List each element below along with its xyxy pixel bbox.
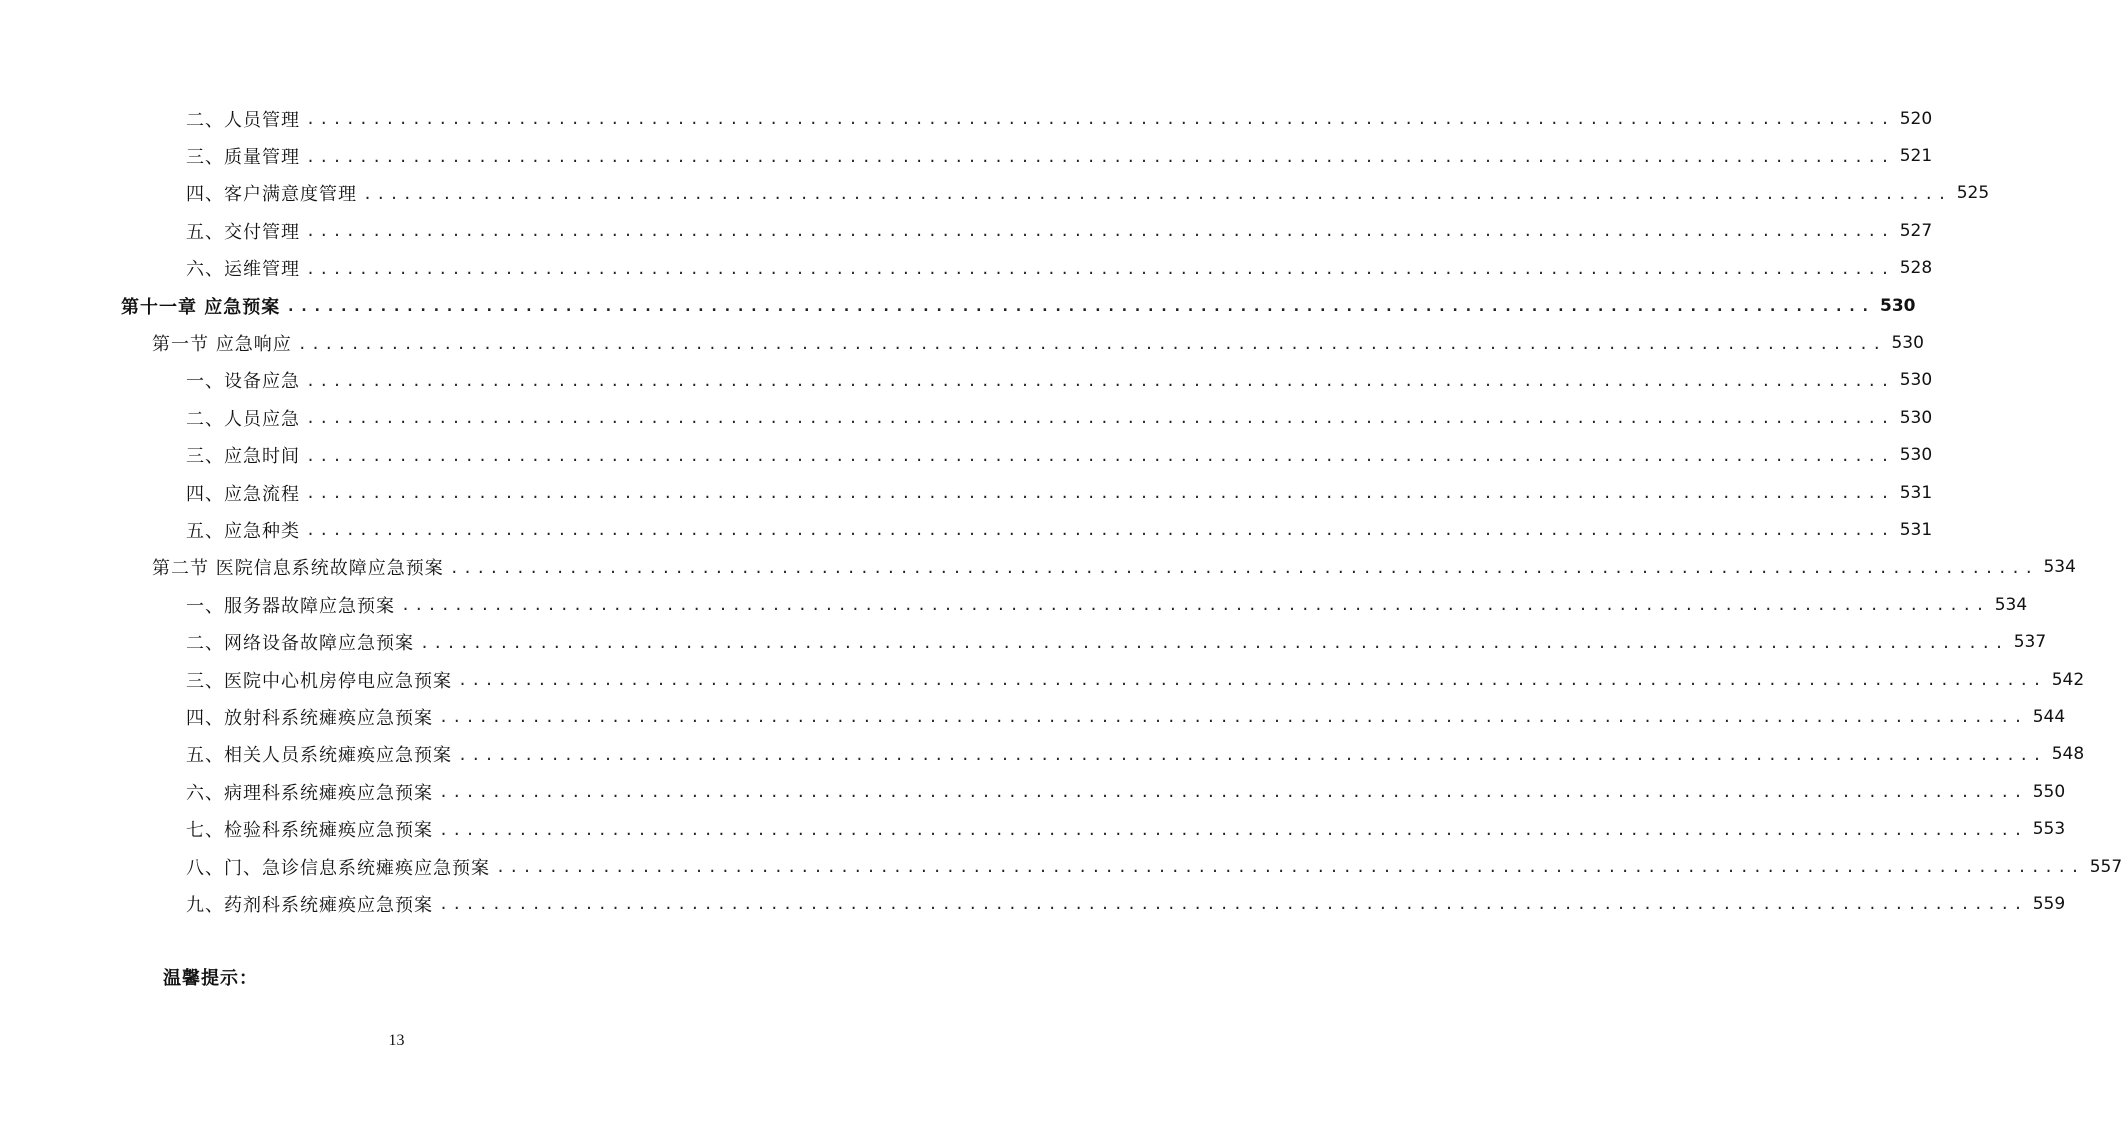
toc-dot-leader: ........................................................................................................................ [306, 521, 1894, 540]
toc-entry-title: 九、药剂科系统瘫痪应急预案 [186, 894, 433, 916]
toc-entry-item[interactable] [0, 212, 1933, 249]
toc-entry-page: 542 [2051, 669, 2085, 690]
toc-dot-leader: ........................................................................................................................ [306, 371, 1894, 390]
toc-entry-page: 559 [2032, 893, 2066, 914]
toc-entry-page: 530 [1891, 333, 1924, 354]
toc-entry-item[interactable] [0, 250, 1933, 287]
toc-entry-page: 530 [1899, 445, 1933, 466]
toc-dot-leader: ........................................................................................................................ [439, 783, 2027, 802]
note-heading: 温馨提示： [163, 968, 258, 989]
toc-dot-leader: ........................................................................................................................ [306, 409, 1894, 428]
toc-entry-page: 534 [2043, 557, 2076, 578]
toc-entry-title: 五、应急种类 [186, 520, 300, 542]
table-of-contents [0, 100, 2123, 923]
toc-entry-chapter[interactable] [0, 287, 1916, 324]
toc-entry-page: 530 [1899, 370, 1933, 391]
toc-dot-leader: ........................................................................................................................ [306, 222, 1894, 241]
toc-entry-item[interactable] [0, 661, 2085, 698]
toc-entry-title: 三、应急时间 [186, 446, 300, 468]
toc-entry-page: 531 [1899, 482, 1933, 503]
toc-entry-title: 第十一章 应急预案 [121, 296, 281, 318]
toc-dot-leader: ........................................................................................................................ [496, 858, 2084, 876]
toc-dot-leader: ........................................................................................................................ [306, 446, 1894, 465]
toc-entry-item[interactable] [0, 623, 2047, 660]
toc-entry-page: 525 [1956, 183, 1990, 204]
toc-entry-section[interactable] [0, 324, 1924, 361]
toc-dot-leader: ........................................................................................................................ [458, 671, 2046, 690]
toc-entry-title: 二、人员管理 [186, 109, 300, 131]
toc-entry-page: 521 [1899, 146, 1933, 167]
toc-dot-leader: ........................................................................................................................ [458, 745, 2046, 764]
toc-entry-title: 五、交付管理 [186, 221, 300, 243]
toc-entry-page: 544 [2032, 706, 2066, 727]
toc-entry-title: 七、检验科系统瘫痪应急预案 [186, 820, 433, 842]
page-number: 13 [388, 1032, 405, 1049]
toc-dot-leader: ........................................................................................................................ [439, 895, 2027, 914]
toc-entry-page: 530 [1879, 295, 1916, 316]
toc-entry-item[interactable] [0, 885, 2066, 922]
toc-entry-title: 一、服务器故障应急预案 [186, 595, 395, 617]
toc-entry-item[interactable] [0, 586, 2028, 623]
toc-entry-page: 548 [2051, 744, 2085, 765]
toc-entry-title: 一、设备应急 [186, 371, 300, 393]
toc-entry-item[interactable] [0, 474, 1933, 511]
toc-entry-title: 六、病理科系统瘫痪应急预案 [186, 782, 433, 804]
toc-entry-item[interactable] [0, 100, 1933, 137]
toc-entry-page: 553 [2032, 819, 2066, 840]
toc-entry-title: 四、放射科系统瘫痪应急预案 [186, 707, 433, 729]
toc-entry-title: 五、相关人员系统瘫痪应急预案 [186, 745, 452, 767]
toc-dot-leader: ........................................................................................................................ [401, 596, 1989, 615]
toc-entry-page: 531 [1899, 519, 1933, 540]
toc-entry-item[interactable] [0, 437, 1933, 474]
toc-dot-leader: ........................................................................................................................ [439, 708, 2027, 727]
toc-entry-title: 三、医院中心机房停电应急预案 [186, 670, 452, 692]
toc-dot-leader: ........................................................................................................................ [420, 633, 2008, 652]
toc-entry-title: 二、网络设备故障应急预案 [186, 633, 414, 655]
toc-entry-page: 528 [1899, 258, 1933, 279]
toc-entry-page: 527 [1899, 220, 1933, 241]
toc-entry-item[interactable] [0, 137, 1933, 174]
toc-entry-page: 534 [1994, 594, 2028, 615]
toc-entry-title: 第二节 医院信息系统故障应急预案 [152, 558, 444, 580]
toc-entry-title: 八、门、急诊信息系统瘫痪应急预案 [186, 857, 490, 879]
toc-entry-item[interactable] [0, 175, 1990, 212]
toc-dot-leader: ........................................................................................................................ [306, 147, 1894, 166]
toc-dot-leader: ........................................................................................................................ [297, 334, 1886, 353]
toc-entry-title: 六、运维管理 [186, 259, 300, 281]
toc-entry-item[interactable] [0, 698, 2066, 735]
toc-entry-title: 第一节 应急响应 [152, 334, 292, 356]
toc-entry-section[interactable] [0, 549, 2076, 586]
toc-entry-title: 四、客户满意度管理 [186, 184, 357, 206]
toc-entry-page: 557 [2089, 856, 2123, 877]
toc-entry-page: 550 [2032, 781, 2066, 802]
toc-entry-page: 530 [1899, 407, 1933, 428]
toc-entry-item[interactable] [0, 362, 1933, 399]
toc-entry-item[interactable] [0, 773, 2066, 810]
toc-dot-leader: ........................................................................................................................ [439, 820, 2027, 839]
toc-entry-item[interactable] [0, 810, 2066, 847]
toc-entry-page: 537 [2013, 632, 2047, 653]
toc-entry-title: 三、质量管理 [186, 147, 300, 169]
toc-dot-leader: ........................................................................................................................ [449, 558, 2038, 577]
toc-dot-leader: ........................................................................................................................ [306, 259, 1894, 278]
toc-dot-leader: ........................................................................................................................ [306, 110, 1894, 129]
toc-entry-item[interactable] [0, 511, 1933, 548]
toc-entry-title: 四、应急流程 [186, 483, 300, 505]
toc-dot-leader: ........................................................................................................................ [286, 297, 1874, 316]
toc-entry-item[interactable] [0, 736, 2085, 773]
toc-dot-leader: ........................................................................................................................ [363, 184, 1951, 203]
toc-entry-item[interactable] [0, 399, 1933, 436]
toc-entry-item[interactable] [0, 848, 2123, 885]
toc-dot-leader: ........................................................................................................................ [306, 484, 1894, 503]
toc-entry-title: 二、人员应急 [186, 408, 300, 430]
toc-entry-page: 520 [1899, 108, 1933, 129]
